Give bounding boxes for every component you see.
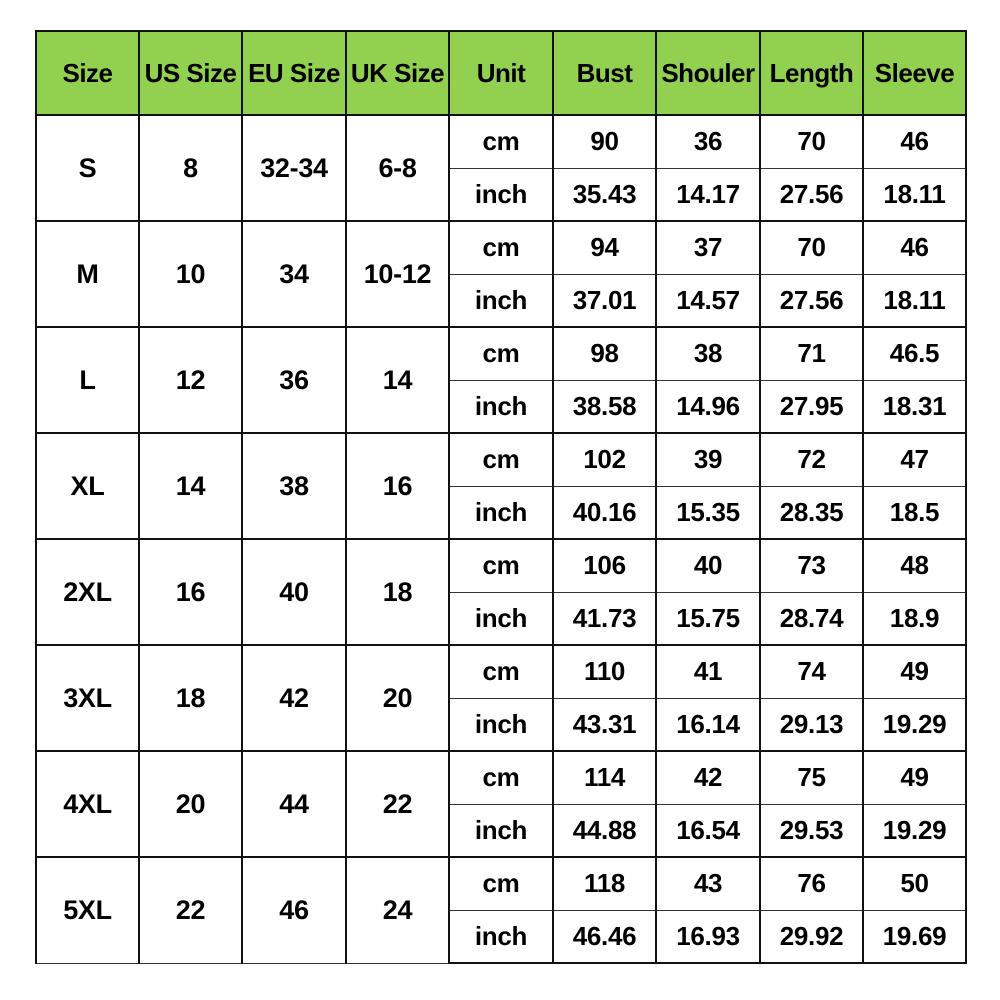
table-row-2xl-cm (36, 539, 966, 592)
eu-size-cell: 46 (242, 857, 346, 963)
unit-cell: inch (449, 486, 553, 539)
sleeve-inch-cell: 18.11 (863, 168, 966, 221)
table-row-m-cm (36, 221, 966, 274)
sleeve-inch-cell: 18.9 (863, 592, 966, 645)
unit-cell: inch (449, 274, 553, 327)
length-cm-cell: 70 (760, 115, 863, 168)
table-row-5xl-cm (36, 857, 966, 910)
size-cell: S (36, 115, 139, 221)
bust-inch-cell: 41.73 (553, 592, 656, 645)
shoulder-inch-cell: 16.14 (656, 698, 760, 751)
table-row-4xl-cm (36, 751, 966, 804)
length-inch-cell: 27.56 (760, 274, 863, 327)
size-cell: 4XL (36, 751, 139, 857)
eu-size-cell: 38 (242, 433, 346, 539)
unit-cell: inch (449, 804, 553, 857)
shoulder-cm-cell: 42 (656, 751, 760, 804)
sleeve-inch-cell: 19.29 (863, 804, 966, 857)
uk-size-cell: 16 (346, 433, 449, 539)
us-size-cell: 18 (139, 645, 242, 751)
bust-cm-cell: 114 (553, 751, 656, 804)
unit-cell: cm (449, 645, 553, 698)
size-cell: 3XL (36, 645, 139, 751)
sleeve-inch-cell: 19.69 (863, 910, 966, 963)
unit-cell: cm (449, 221, 553, 274)
unit-cell: inch (449, 698, 553, 751)
unit-cell: cm (449, 115, 553, 168)
sleeve-cm-cell: 46 (863, 115, 966, 168)
length-inch-cell: 28.74 (760, 592, 863, 645)
bust-cm-cell: 106 (553, 539, 656, 592)
shoulder-inch-cell: 16.93 (656, 910, 760, 963)
header-bust: Bust (553, 31, 656, 115)
header-size: Size (36, 31, 139, 115)
length-cm-cell: 71 (760, 327, 863, 380)
length-cm-cell: 72 (760, 433, 863, 486)
unit-cell: inch (449, 380, 553, 433)
shoulder-cm-cell: 43 (656, 857, 760, 910)
shoulder-cm-cell: 39 (656, 433, 760, 486)
sleeve-cm-cell: 46.5 (863, 327, 966, 380)
unit-cell: cm (449, 539, 553, 592)
bust-cm-cell: 98 (553, 327, 656, 380)
us-size-cell: 10 (139, 221, 242, 327)
uk-size-cell: 24 (346, 857, 449, 963)
uk-size-cell: 18 (346, 539, 449, 645)
us-size-cell: 14 (139, 433, 242, 539)
table-header (36, 31, 966, 115)
sleeve-cm-cell: 49 (863, 645, 966, 698)
bust-cm-cell: 90 (553, 115, 656, 168)
length-cm-cell: 76 (760, 857, 863, 910)
sleeve-cm-cell: 50 (863, 857, 966, 910)
bust-inch-cell: 35.43 (553, 168, 656, 221)
header-uk-size: UK Size (346, 31, 449, 115)
us-size-cell: 12 (139, 327, 242, 433)
unit-cell: inch (449, 910, 553, 963)
table-row-3xl-cm (36, 645, 966, 698)
unit-cell: inch (449, 168, 553, 221)
eu-size-cell: 36 (242, 327, 346, 433)
bust-inch-cell: 38.58 (553, 380, 656, 433)
header-sleeve: Sleeve (863, 31, 966, 115)
unit-cell: cm (449, 327, 553, 380)
header-shoulder: Shouler (656, 31, 760, 115)
length-cm-cell: 70 (760, 221, 863, 274)
shoulder-cm-cell: 38 (656, 327, 760, 380)
length-cm-cell: 73 (760, 539, 863, 592)
size-cell: 2XL (36, 539, 139, 645)
size-cell: XL (36, 433, 139, 539)
eu-size-cell: 40 (242, 539, 346, 645)
shoulder-inch-cell: 15.35 (656, 486, 760, 539)
uk-size-cell: 10-12 (346, 221, 449, 327)
shoulder-inch-cell: 14.96 (656, 380, 760, 433)
sleeve-inch-cell: 18.31 (863, 380, 966, 433)
shoulder-cm-cell: 40 (656, 539, 760, 592)
sleeve-inch-cell: 19.29 (863, 698, 966, 751)
sleeve-inch-cell: 18.5 (863, 486, 966, 539)
shoulder-inch-cell: 15.75 (656, 592, 760, 645)
us-size-cell: 8 (139, 115, 242, 221)
uk-size-cell: 6-8 (346, 115, 449, 221)
unit-cell: cm (449, 751, 553, 804)
unit-cell: inch (449, 592, 553, 645)
shoulder-inch-cell: 14.17 (656, 168, 760, 221)
length-inch-cell: 29.92 (760, 910, 863, 963)
table-row-xl-cm (36, 433, 966, 486)
uk-size-cell: 20 (346, 645, 449, 751)
header-eu-size: EU Size (242, 31, 346, 115)
length-inch-cell: 29.53 (760, 804, 863, 857)
bust-cm-cell: 110 (553, 645, 656, 698)
size-cell: 5XL (36, 857, 139, 963)
header-us-size: US Size (139, 31, 242, 115)
size-cell: L (36, 327, 139, 433)
eu-size-cell: 44 (242, 751, 346, 857)
table-row-s-cm (36, 115, 966, 168)
bust-inch-cell: 40.16 (553, 486, 656, 539)
length-cm-cell: 75 (760, 751, 863, 804)
uk-size-cell: 14 (346, 327, 449, 433)
sleeve-cm-cell: 47 (863, 433, 966, 486)
shoulder-inch-cell: 14.57 (656, 274, 760, 327)
bust-inch-cell: 43.31 (553, 698, 656, 751)
header-unit: Unit (449, 31, 553, 115)
sleeve-inch-cell: 18.11 (863, 274, 966, 327)
bust-cm-cell: 118 (553, 857, 656, 910)
bust-cm-cell: 94 (553, 221, 656, 274)
sleeve-cm-cell: 46 (863, 221, 966, 274)
shoulder-inch-cell: 16.54 (656, 804, 760, 857)
header-row (36, 31, 966, 115)
length-inch-cell: 27.95 (760, 380, 863, 433)
uk-size-cell: 22 (346, 751, 449, 857)
eu-size-cell: 34 (242, 221, 346, 327)
bust-inch-cell: 46.46 (553, 910, 656, 963)
unit-cell: cm (449, 857, 553, 910)
us-size-cell: 22 (139, 857, 242, 963)
table-row-l-cm (36, 327, 966, 380)
size-cell: M (36, 221, 139, 327)
table-body (36, 115, 966, 963)
bust-inch-cell: 44.88 (553, 804, 656, 857)
size-chart-table (35, 30, 967, 964)
sleeve-cm-cell: 48 (863, 539, 966, 592)
unit-cell: cm (449, 433, 553, 486)
us-size-cell: 20 (139, 751, 242, 857)
length-cm-cell: 74 (760, 645, 863, 698)
bust-cm-cell: 102 (553, 433, 656, 486)
length-inch-cell: 29.13 (760, 698, 863, 751)
us-size-cell: 16 (139, 539, 242, 645)
length-inch-cell: 27.56 (760, 168, 863, 221)
shoulder-cm-cell: 37 (656, 221, 760, 274)
eu-size-cell: 32-34 (242, 115, 346, 221)
length-inch-cell: 28.35 (760, 486, 863, 539)
eu-size-cell: 42 (242, 645, 346, 751)
shoulder-cm-cell: 41 (656, 645, 760, 698)
sleeve-cm-cell: 49 (863, 751, 966, 804)
header-length: Length (760, 31, 863, 115)
shoulder-cm-cell: 36 (656, 115, 760, 168)
bust-inch-cell: 37.01 (553, 274, 656, 327)
